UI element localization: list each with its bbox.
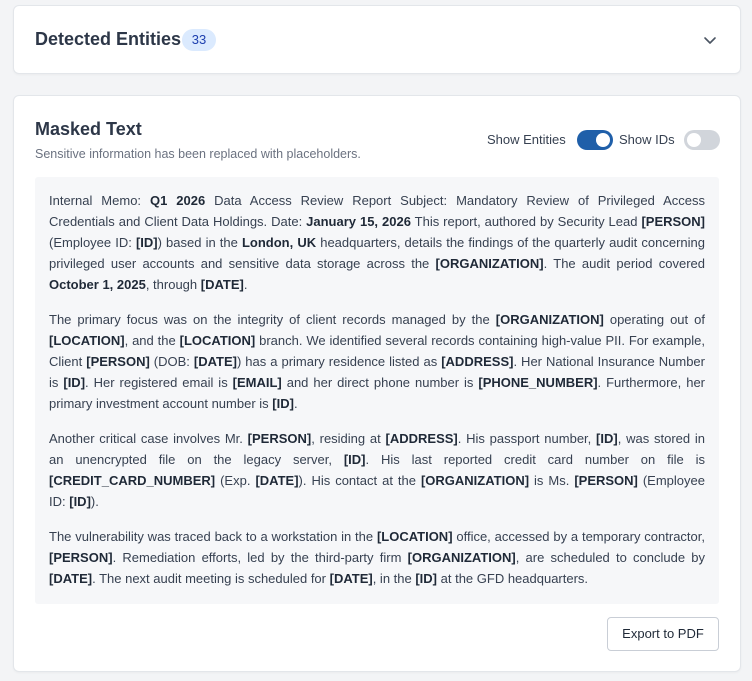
- text-segment: ) has a primary residence listed as: [236, 354, 442, 369]
- text-segment: . The audit period covered: [543, 256, 705, 271]
- text-segment: (DOB:: [149, 354, 194, 369]
- text-segment: , in the: [372, 571, 416, 586]
- entity-placeholder: [ORGANIZATION]: [420, 473, 530, 488]
- text-segment: The vulnerability was traced back to a workstation in the: [49, 529, 377, 544]
- masked-text-title: Masked Text: [35, 119, 142, 139]
- text-segment: . Her registered email is: [85, 375, 233, 390]
- text-segment: The primary focus was on the integrity of client records managed by the: [49, 312, 496, 327]
- show-ids-label: Show IDs: [619, 132, 675, 147]
- entity-count-badge: 33: [182, 29, 216, 51]
- text-segment: , are scheduled to conclude by: [515, 550, 705, 565]
- entity-placeholder: Q1 2026: [149, 193, 206, 208]
- detected-entities-panel[interactable]: [13, 5, 741, 74]
- detected-entities-title: Detected Entities: [35, 29, 182, 49]
- entity-placeholder: [LOCATION]: [49, 333, 125, 348]
- entity-placeholder: [EMAIL]: [232, 375, 282, 390]
- toggle-knob: [687, 133, 701, 147]
- text-segment: , residing at: [311, 431, 386, 446]
- text-segment: (Employee ID:: [49, 473, 705, 509]
- show-entities-toggle[interactable]: [577, 130, 613, 150]
- text-segment: Another critical case involves Mr.: [49, 431, 248, 446]
- masked-paragraph: [49, 526, 705, 589]
- text-segment: . Remediation efforts, led by the third-party firm: [112, 550, 408, 565]
- text-segment: . Her National Insurance Number is: [49, 354, 705, 390]
- export-to-pdf-button[interactable]: Export to PDF: [607, 617, 719, 651]
- entity-placeholder: [ADDRESS]: [441, 354, 514, 369]
- text-segment: office, accessed by a temporary contractor,: [452, 529, 705, 544]
- text-segment: at the GFD headquarters.: [437, 571, 589, 586]
- text-segment: , and the: [124, 333, 180, 348]
- text-segment: ) based in the: [157, 235, 242, 250]
- masked-text-subtitle: Sensitive information has been replaced with placeholders.: [35, 147, 361, 161]
- toggle-knob: [596, 133, 610, 147]
- entity-placeholder: [ID]: [596, 431, 618, 446]
- entity-placeholder: [DATE]: [329, 571, 373, 586]
- entity-placeholder: [ID]: [343, 452, 366, 467]
- text-segment: . Furthermore, her primary investment account number is: [49, 375, 705, 411]
- masked-text-content: [35, 177, 719, 604]
- text-segment: , through: [145, 277, 201, 292]
- entity-placeholder: [PERSON]: [49, 550, 113, 565]
- entity-placeholder: [DATE]: [255, 473, 299, 488]
- masked-text-panel: [13, 95, 741, 672]
- entity-placeholder: [PHONE_NUMBER]: [478, 375, 598, 390]
- text-segment: is Ms.: [529, 473, 575, 488]
- entity-placeholder: [ADDRESS]: [385, 431, 458, 446]
- entity-placeholder: [CREDIT_CARD_NUMBER]: [49, 473, 216, 488]
- entity-placeholder: [DATE]: [193, 354, 237, 369]
- entity-placeholder: [DATE]: [49, 571, 93, 586]
- chevron-down-icon[interactable]: [702, 32, 718, 48]
- text-segment: Data Access Review Report Subject: Mandatory Review of Privileged Access Credentials and Client Data Holdings. Date:: [49, 193, 705, 229]
- entity-placeholder: London, UK: [241, 235, 317, 250]
- show-ids-toggle[interactable]: [684, 130, 720, 150]
- entity-placeholder: [ORGANIZATION]: [495, 312, 604, 327]
- text-segment: ). His contact at the: [298, 473, 421, 488]
- text-segment: .: [243, 277, 248, 292]
- entity-placeholder: [ID]: [69, 494, 91, 509]
- entity-placeholder: [PERSON]: [641, 214, 705, 229]
- entity-placeholder: [ID]: [272, 396, 294, 411]
- text-segment: branch. We identified several records containing high-value PII. For example, Client: [49, 333, 706, 369]
- entity-placeholder: [ID]: [135, 235, 158, 250]
- text-segment: operating out of: [603, 312, 705, 327]
- show-entities-label: Show Entities: [487, 132, 566, 147]
- entity-placeholder: [LOCATION]: [179, 333, 256, 348]
- masked-paragraph: [49, 428, 705, 512]
- entity-placeholder: [ID]: [415, 571, 438, 586]
- text-segment: . The next audit meeting is scheduled for: [92, 571, 330, 586]
- text-segment: . His last reported credit card number on file is: [365, 452, 705, 467]
- entity-placeholder: [PERSON]: [574, 473, 638, 488]
- masked-paragraph: [49, 309, 705, 414]
- text-segment: , was stored in an unencrypted file on the legacy server,: [49, 431, 705, 467]
- entity-placeholder: [DATE]: [200, 277, 244, 292]
- text-segment: (Exp.: [215, 473, 256, 488]
- entity-placeholder: [PERSON]: [86, 354, 150, 369]
- entity-placeholder: October 1, 2025: [49, 277, 146, 292]
- text-segment: .: [293, 396, 298, 411]
- text-segment: and her direct phone number is: [281, 375, 479, 390]
- text-segment: headquarters, details the findings of the quarterly audit concerning privileged user accounts and sensitive data storage across the: [49, 235, 705, 271]
- text-segment: ).: [90, 494, 99, 509]
- text-segment: (Employee ID:: [49, 235, 136, 250]
- text-segment: Internal Memo:: [49, 193, 150, 208]
- entity-placeholder: [ORGANIZATION]: [435, 256, 544, 271]
- entity-placeholder: January 15, 2026: [306, 214, 411, 229]
- entity-placeholder: [ORGANIZATION]: [407, 550, 516, 565]
- text-segment: . His passport number,: [457, 431, 597, 446]
- entity-placeholder: [PERSON]: [247, 431, 312, 446]
- entity-placeholder: [LOCATION]: [376, 529, 453, 544]
- text-segment: This report, authored by Security Lead: [410, 214, 642, 229]
- masked-paragraph: [49, 190, 705, 295]
- entity-placeholder: [ID]: [63, 375, 86, 390]
